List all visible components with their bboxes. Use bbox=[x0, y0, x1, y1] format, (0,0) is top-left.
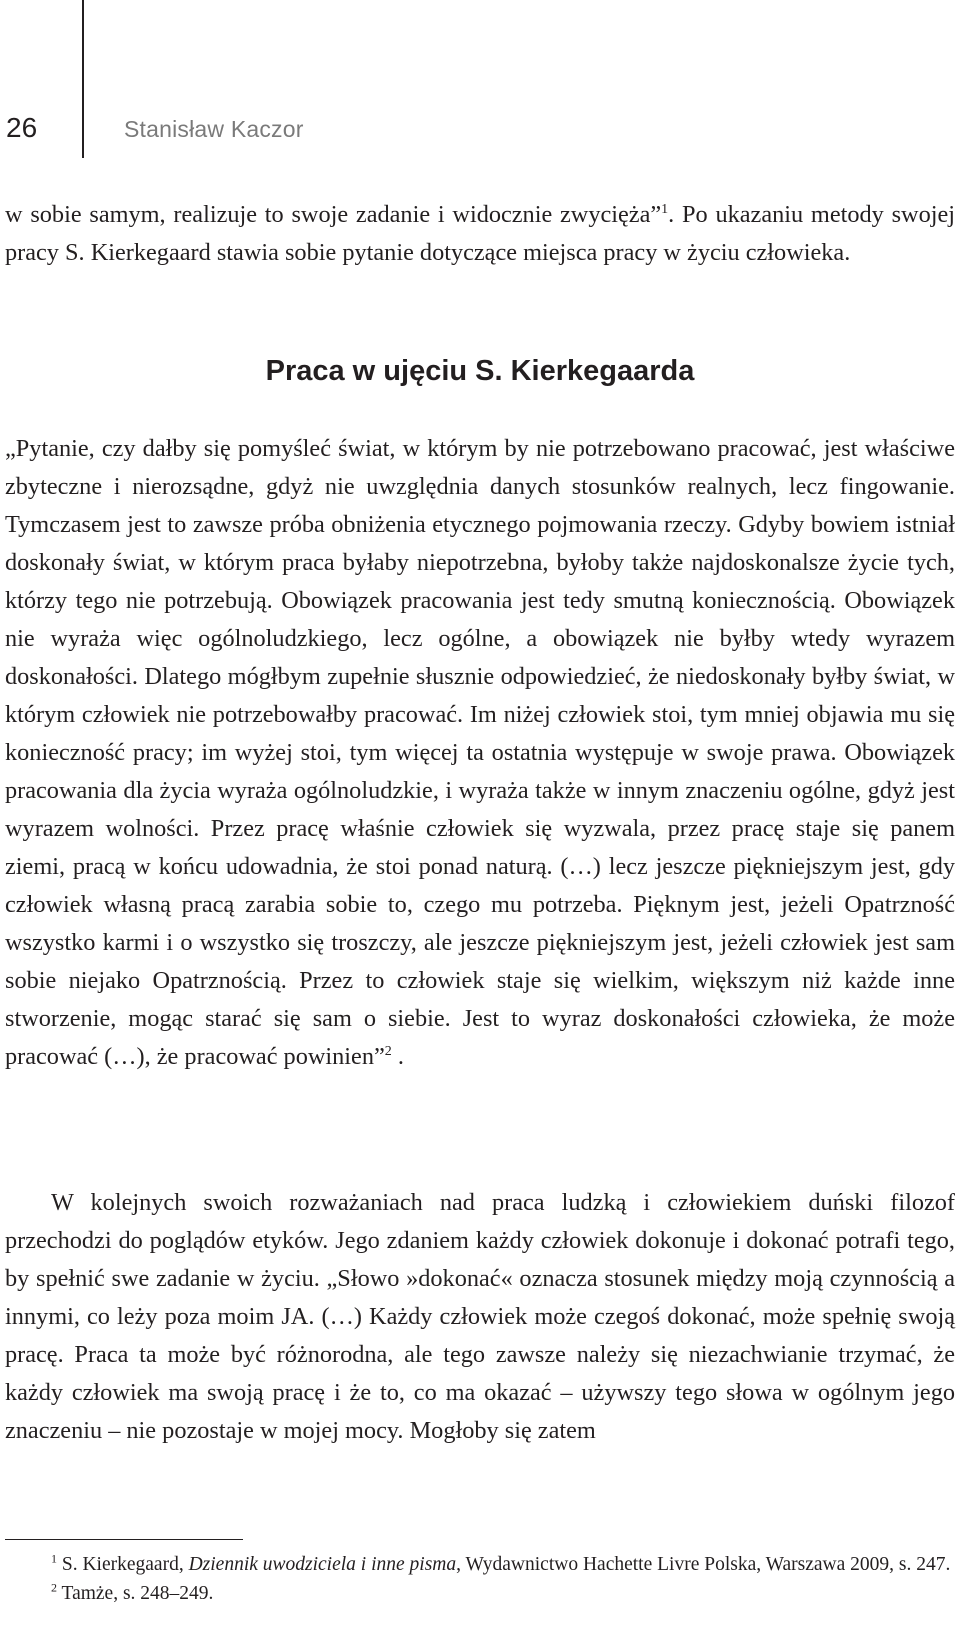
footnote-2 bbox=[5, 1579, 955, 1608]
footnote-text: , Wydawnictwo Hachette Livre Polska, Warszawa 2009, s. 247. bbox=[456, 1554, 951, 1575]
running-author: Stanisław Kaczor bbox=[124, 116, 304, 142]
footnote-text: S. Kierkegaard, bbox=[57, 1554, 189, 1575]
footnote-ref-2: 2 bbox=[384, 1043, 392, 1059]
continuation-paragraph: W kolejnych swoich rozważaniach nad praca ludzką i człowiekiem duński filozof przechodzi do poglądów etyków. Jego zdaniem każdy człowiek dokonuje i dokonać potrafi tego, by spełnić swe zadanie w życiu. „Słowo »dokonać« oznacza stosunek między moją czynnością a innymi, co leży poza moim JA. (…) Każdy człowiek może czegoś dokonać, może spełnię swoją pracę. Praca ta może być różnorodna, ale tego zawsze należy się niezachwianie trzymać, że każdy człowiek ma swoją pracę i że to, co ma okazać – używszy tego słowa w ogólnym jego znaczeniu – nie pozostaje w mojej mocy. Mogłoby się zatem bbox=[5, 1189, 955, 1444]
footnote-text: Tamże, s. 248–249. bbox=[57, 1583, 214, 1604]
intro-paragraph bbox=[5, 196, 955, 272]
footnote-separator bbox=[5, 1539, 243, 1540]
footnote-ref-1: 1 bbox=[661, 201, 669, 217]
intro-text-after: . Po ukazaniu metody swojej pracy S. Kierkegaard stawia sobie pytanie dotyczące miejsca pracy w życiu człowieka. bbox=[5, 201, 955, 266]
section-heading: Praca w ujęciu S. Kierkegaarda bbox=[265, 355, 695, 387]
footnote-number: 1 bbox=[51, 1551, 57, 1566]
quote-text-after: . bbox=[391, 1043, 404, 1070]
quote-text: „Pytanie, czy dałby się pomyśleć świat, w którym by nie potrzebowano pracować, jest właściwe zbyteczne i nierozsądne, gdyż nie uwzględnia danych stosunków realnych, lecz fingowanie. Tymczasem jest to zawsze próba obniżenia etycznego pojmowania rzeczy. Gdyby bowiem istniał doskonały świat, w którym praca byłaby niepotrzebna, byłoby także najdoskonalsze życie tych, którzy tego nie potrzebują. Obowiązek pracowania jest tedy smutną koniecznością. Obowiązek nie wyraża więc ogólnoludzkiego, lecz ogólne, a obowiązek nie byłby wtedy wyrazem doskonałości. Dlatego mógłbym zupełnie słusznie odpowiedzieć, że niedoskonały byłby świat, w którym człowiek nie potrzebowałby pracować. Im niżej człowiek stoi, tym mniej objawia mu się konieczność pracy; im wyżej stoi, tym więcej ta ostatnia występuje w swoje prawa. Obowiązek pracowania dla życia wyraża ogólnoludzkie, i wyraża także w innym znaczeniu ogólne, gdyż jest wyrazem wolności. Przez pracę właśnie człowiek się wyzwala, przez pracę staje się panem ziemi, pracą w końcu udowadnia, że stoi ponad naturą. (…) lecz jeszcze piękniejszym jest, gdy człowiek własną pracą zarabia sobie to, czego mu potrzeba. Pięknym jest, jeżeli Opatrzność wszystko karmi i o wszystko się troszczy, ale jeszcze piękniejszym jest, jeżeli człowiek jest sam sobie niejako Opatrznością. Przez to człowiek staje się wielkim, większym niż każde inne stworzenie, mogąc starać się sam o siebie. Jest to wyraz doskonałości człowieka, że może pracować (…), że pracować powinien” bbox=[5, 435, 955, 1070]
footnote-number: 2 bbox=[51, 1580, 57, 1595]
header-vertical-rule bbox=[82, 0, 84, 158]
footnotes bbox=[5, 1550, 955, 1608]
footnote-book-title: Dziennik uwodziciela i inne pisma bbox=[188, 1554, 457, 1575]
running-head bbox=[0, 0, 960, 160]
page-number: 26 bbox=[6, 112, 38, 143]
footnote-1 bbox=[5, 1550, 955, 1579]
quote-paragraph bbox=[5, 430, 955, 1076]
intro-text: w sobie samym, realizuje to swoje zadanie i widocznie zwycięża” bbox=[5, 201, 662, 228]
